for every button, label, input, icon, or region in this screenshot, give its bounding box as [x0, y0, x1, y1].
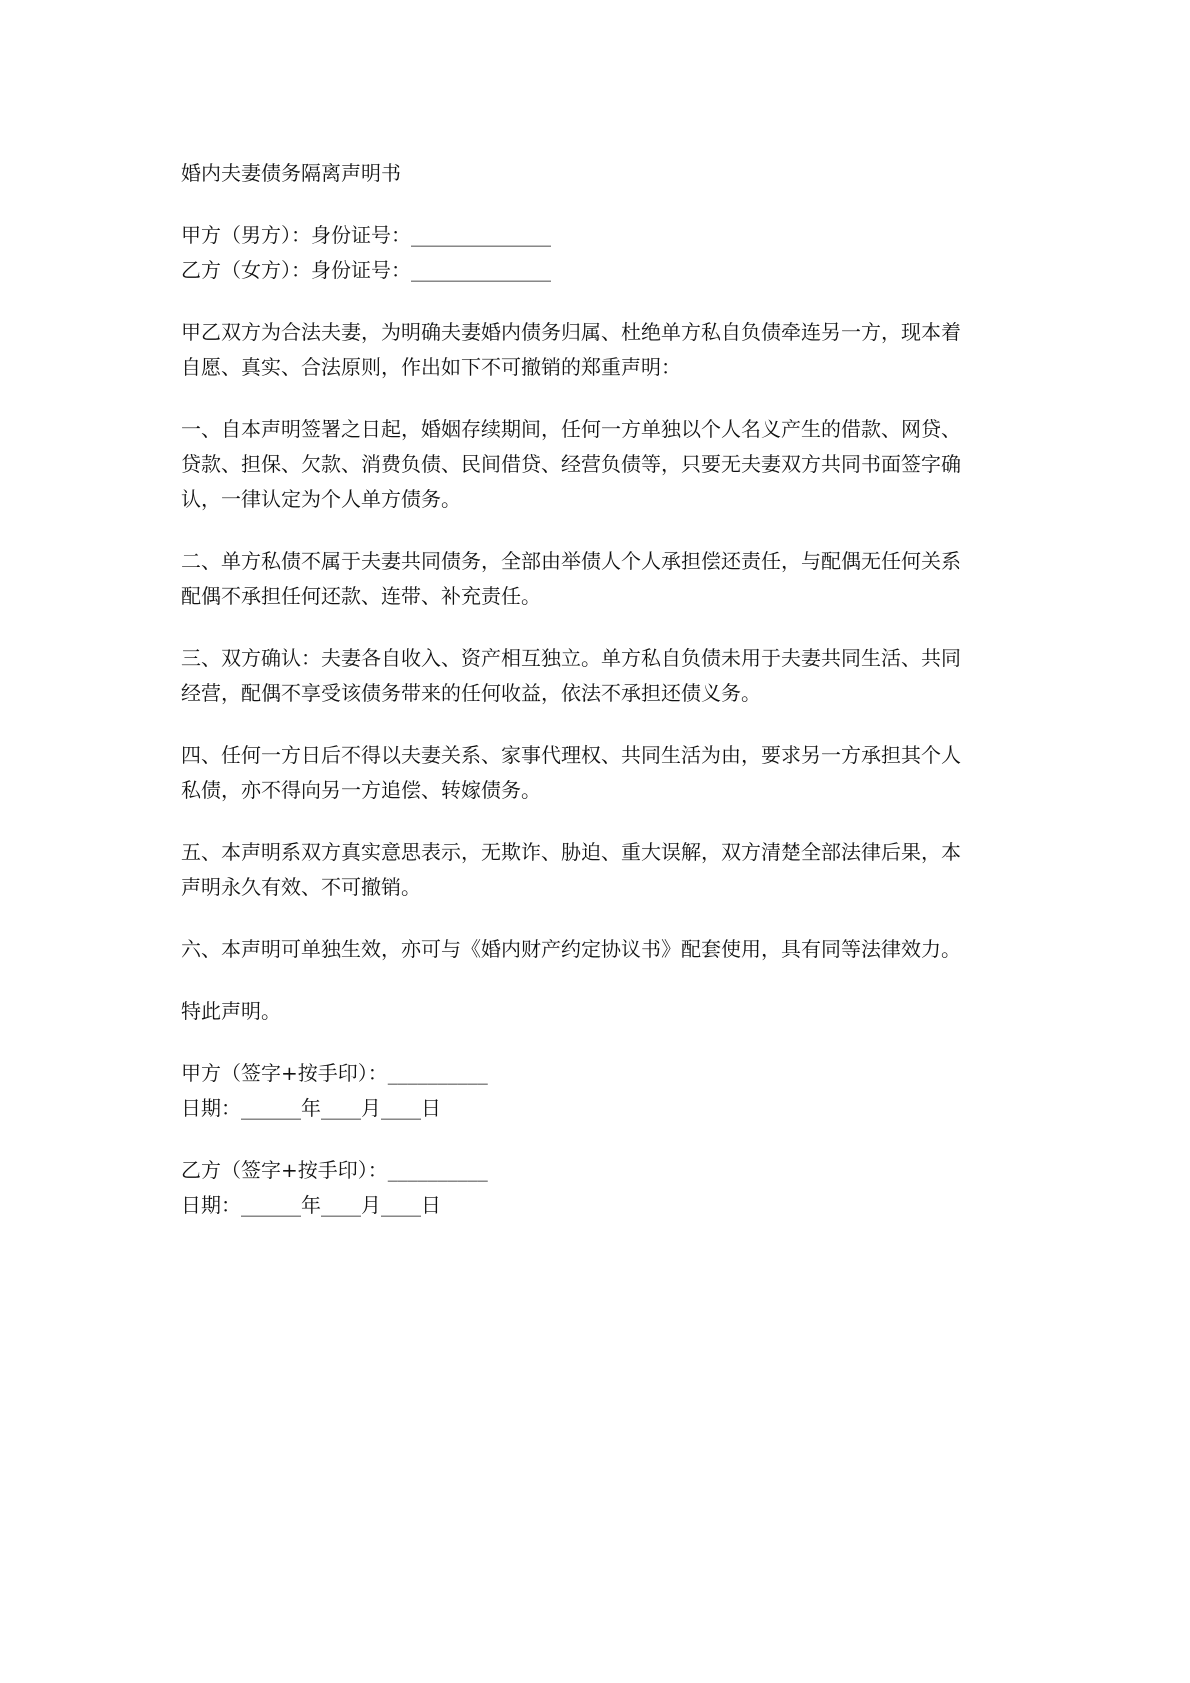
spacer: [181, 808, 1031, 835]
spacer: [181, 614, 1031, 641]
intro-line: 甲乙双方为合法夫妻，为明确夫妻婚内债务归属、杜绝单方私自负债牵连另一方，现本着: [181, 320, 961, 344]
clause-6: [181, 932, 1031, 967]
spacer: [181, 1126, 1031, 1153]
clause-line: 三、双方确认：夫妻各自收入、资产相互独立。单方私自负债未用于夫妻共同生活、共同: [181, 646, 961, 670]
signature-block-party-a: [181, 1056, 1031, 1126]
clause-line: 配偶不承担任何还款、连带、补充责任。: [181, 584, 541, 608]
clause-line: 经营，配偶不享受该债务带来的任何收益，依法不承担还债义务。: [181, 681, 761, 705]
clause-line: 贷款、担保、欠款、消费负债、民间借贷、经营负债等，只要无夫妻双方共同书面签字确: [181, 452, 961, 476]
signature-line: 乙方（签字+按手印）：__________: [181, 1158, 488, 1182]
document-title: 婚内夫妻债务隔离声明书: [181, 161, 401, 185]
clause-line: 认，一律认定为个人单方债务。: [181, 487, 461, 511]
spacer: [181, 385, 1031, 412]
date-line: 日期：______年____月____日: [181, 1096, 441, 1120]
spacer: [181, 967, 1031, 994]
clause-5: [181, 835, 1031, 905]
signature-block-party-b: [181, 1153, 1031, 1223]
spacer: [181, 191, 1031, 218]
party-b-id-line: 乙方（女方）：身份证号：______________: [181, 258, 551, 282]
clause-line: 二、单方私债不属于夫妻共同债务，全部由举债人个人承担偿还责任，与配偶无任何关系: [181, 549, 961, 573]
clause-line: 私债，亦不得向另一方追偿、转嫁债务。: [181, 778, 541, 802]
signature-line: 甲方（签字+按手印）：__________: [181, 1061, 488, 1085]
date-line: 日期：______年____月____日: [181, 1193, 441, 1217]
clause-line: 五、本声明系双方真实意思表示，无欺诈、胁迫、重大误解，双方清楚全部法律后果，本: [181, 840, 961, 864]
clause-line: 一、自本声明签署之日起，婚姻存续期间，任何一方单独以个人名义产生的借款、网贷、: [181, 417, 961, 441]
clause-4: [181, 738, 1031, 808]
clause-line: 六、本声明可单独生效，亦可与《婚内财产约定协议书》配套使用，具有同等法律效力。: [181, 937, 961, 961]
intro-line: 自愿、真实、合法原则，作出如下不可撤销的郑重声明：: [181, 355, 681, 379]
intro-paragraph: [181, 315, 1031, 385]
clause-1: [181, 412, 1031, 517]
clause-line: 四、任何一方日后不得以夫妻关系、家事代理权、共同生活为由，要求另一方承担其个人: [181, 743, 961, 767]
clause-line: 声明永久有效、不可撤销。: [181, 875, 421, 899]
spacer: [181, 1029, 1031, 1056]
spacer: [181, 288, 1031, 315]
spacer: [181, 905, 1031, 932]
document-page: [181, 156, 1031, 1223]
clause-2: [181, 544, 1031, 614]
clause-3: [181, 641, 1031, 711]
party-a-id-line: 甲方（男方）：身份证号：______________: [181, 223, 551, 247]
closing-statement: 特此声明。: [181, 999, 281, 1023]
spacer: [181, 517, 1031, 544]
spacer: [181, 711, 1031, 738]
